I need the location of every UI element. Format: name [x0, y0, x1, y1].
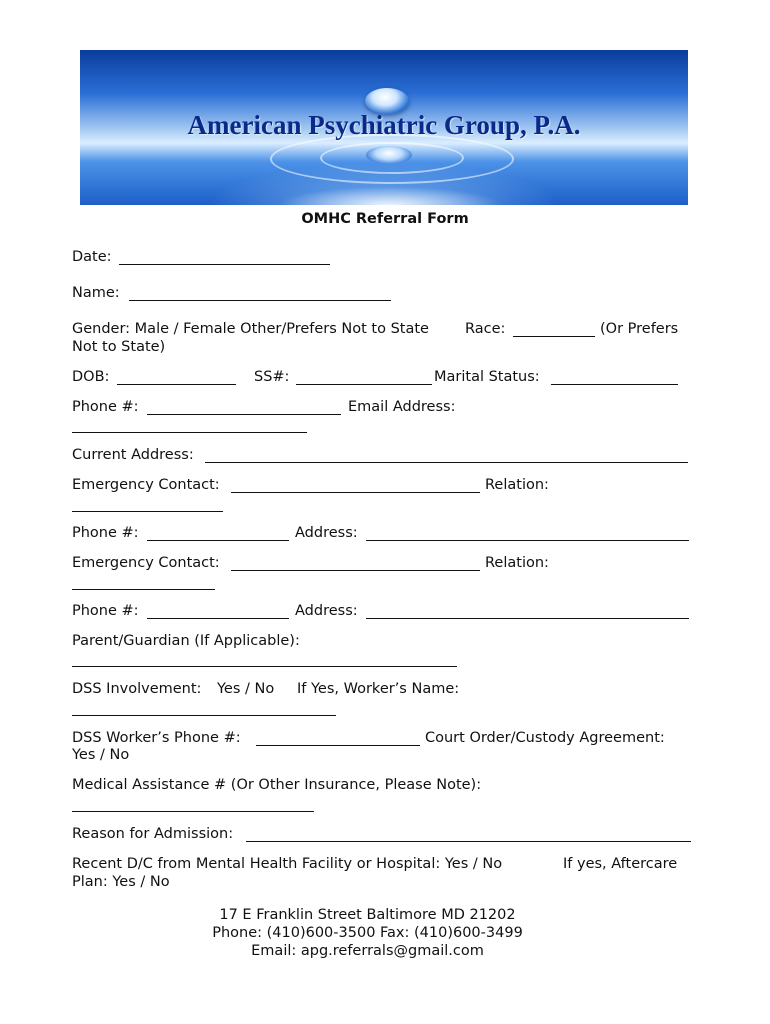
emergency-phone-field[interactable]	[147, 540, 289, 541]
medical-assistance-field[interactable]	[72, 811, 314, 812]
dss-worker-phone-label: DSS Worker’s Phone #:	[72, 730, 241, 746]
emergency-address-label: Address:	[295, 525, 358, 541]
phone-label: Phone #:	[72, 399, 139, 415]
emergency-contact-2-label: Emergency Contact:	[72, 555, 220, 571]
name-field[interactable]	[129, 300, 391, 301]
dss-involvement-options[interactable]: Yes / No	[217, 681, 275, 697]
current-address-label: Current Address:	[72, 447, 194, 463]
aftercare-plan-options[interactable]: Plan: Yes / No	[72, 874, 170, 890]
date-label: Date:	[72, 249, 112, 265]
dob-label: DOB:	[72, 369, 110, 385]
emergency-phone-2-field[interactable]	[147, 618, 289, 619]
form-title: OMHC Referral Form	[301, 211, 469, 227]
header-banner	[80, 50, 688, 205]
guardian-label: Parent/Guardian (If Applicable):	[72, 633, 300, 649]
race-note-continued: Not to State)	[72, 339, 166, 355]
emergency-address-2-label: Address:	[295, 603, 358, 619]
court-order-options[interactable]: Yes / No	[72, 747, 130, 763]
race-label: Race:	[465, 321, 506, 337]
emergency-phone-2-label: Phone #:	[72, 603, 139, 619]
email-field[interactable]	[72, 432, 307, 433]
relation-field[interactable]	[72, 511, 223, 512]
ssn-field[interactable]	[296, 384, 432, 385]
emergency-contact-2-field[interactable]	[231, 570, 480, 571]
emergency-contact-field[interactable]	[231, 492, 480, 493]
reason-for-admission-label: Reason for Admission:	[72, 826, 234, 842]
emergency-address-field[interactable]	[366, 540, 689, 541]
race-field[interactable]	[513, 336, 595, 337]
emergency-phone-label: Phone #:	[72, 525, 139, 541]
water-splash-icon	[366, 146, 412, 164]
emergency-address-2-field[interactable]	[366, 618, 689, 619]
footer-phone-fax: Phone: (410)600-3500 Fax: (410)600-3499	[212, 925, 523, 941]
emergency-contact-label: Emergency Contact:	[72, 477, 220, 493]
phone-field[interactable]	[147, 414, 341, 415]
dss-involvement-label: DSS Involvement:	[72, 681, 202, 697]
dss-worker-name-label: If Yes, Worker’s Name:	[297, 681, 460, 697]
guardian-field[interactable]	[72, 666, 457, 667]
date-field[interactable]	[119, 264, 330, 265]
name-label: Name:	[72, 285, 120, 301]
current-address-field[interactable]	[205, 462, 688, 463]
dss-worker-phone-field[interactable]	[256, 745, 420, 746]
dob-field[interactable]	[117, 384, 236, 385]
footer-email: Email: apg.referrals@gmail.com	[251, 943, 484, 959]
footer-address: 17 E Franklin Street Baltimore MD 21202	[219, 907, 516, 923]
aftercare-label: If yes, Aftercare	[563, 856, 678, 872]
gender-label: Gender: Male / Female Other/Prefers Not to State	[72, 321, 429, 337]
recent-discharge-label: Recent D/C from Mental Health Facility or Hospital: Yes / No	[72, 856, 503, 872]
relation-2-field[interactable]	[72, 589, 215, 590]
relation-label: Relation:	[485, 477, 549, 493]
marital-status-label: Marital Status:	[434, 369, 540, 385]
ssn-label: SS#:	[254, 369, 290, 385]
email-label: Email Address:	[348, 399, 456, 415]
court-order-label: Court Order/Custody Agreement:	[425, 730, 665, 746]
organization-name: American Psychiatric Group, P.A.	[187, 110, 581, 140]
dss-worker-name-field[interactable]	[72, 715, 336, 716]
medical-assistance-label: Medical Assistance # (Or Other Insurance, Please Note):	[72, 777, 482, 793]
race-note: (Or Prefers	[600, 321, 679, 337]
relation-2-label: Relation:	[485, 555, 549, 571]
marital-status-field[interactable]	[551, 384, 678, 385]
reason-for-admission-field[interactable]	[246, 841, 691, 842]
